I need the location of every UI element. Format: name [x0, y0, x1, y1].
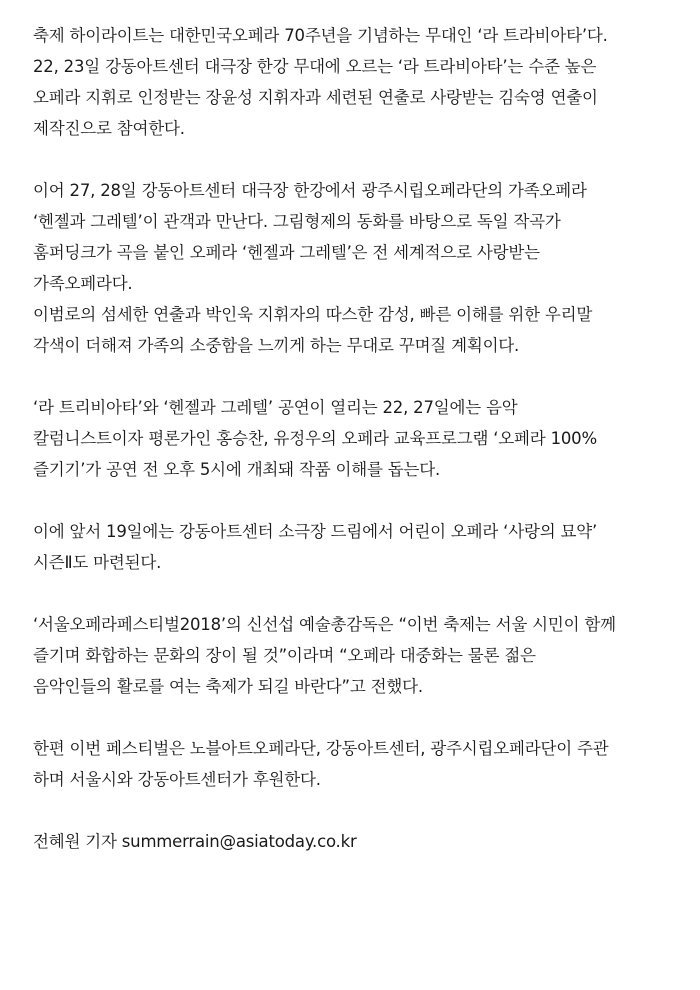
paragraph-children-opera	[33, 516, 683, 578]
paragraph-hansel-gretel	[33, 175, 683, 361]
text-line: 즐기며 화합하는 문화의 장이 될 것”이라며 “오페라 대중화는 물론 젊은	[33, 646, 536, 665]
paragraph-director-quote	[33, 609, 683, 702]
text-line: 22, 23일 강동아트센터 대극장 한강 무대에 오르는 ‘라 트라비아타’는 수준 높은	[33, 57, 597, 76]
text-line: 각색이 더해져 가족의 소중함을 느끼게 하는 무대로 꾸며질 계획이다.	[33, 336, 520, 355]
text-line: ‘라 트리비아타’와 ‘헨젤과 그레텔’ 공연이 열리는 22, 27일에는 음악	[33, 398, 518, 417]
text-line: 이어 27, 28일 강동아트센터 대극장 한강에서 광주시립오페라단의 가족오페라	[33, 181, 587, 200]
paragraph-gap	[33, 702, 683, 733]
paragraph-gap	[33, 144, 683, 175]
byline	[33, 826, 683, 857]
text-line: 하며 서울시와 강동아트센터가 후원한다.	[33, 770, 321, 789]
article-body	[33, 20, 683, 857]
paragraph-gap	[33, 361, 683, 392]
paragraph-gap	[33, 795, 683, 826]
text-line: 훔퍼딩크가 곡을 붙인 오페라 ‘헨젤과 그레텔’은 전 세계적으로 사랑받는	[33, 243, 540, 262]
text-line: 이에 앞서 19일에는 강동아트센터 소극장 드림에서 어린이 오페라 ‘사랑의 묘약’	[33, 522, 597, 541]
paragraph-gap	[33, 578, 683, 609]
text-line: 한편 이번 페스티벌은 노블아트오페라단, 강동아트센터, 광주시립오페라단이 주관	[33, 739, 609, 758]
text-line: 시즌Ⅱ도 마련된다.	[33, 553, 162, 572]
paragraph-organizers	[33, 733, 683, 795]
text-line: 음악인들의 활로를 여는 축제가 되길 바란다”고 전했다.	[33, 677, 423, 696]
text-line: ‘헨젤과 그레텔’이 관객과 만난다. 그림형제의 동화를 바탕으로 독일 작곡가	[33, 212, 561, 231]
paragraph-education-program	[33, 392, 683, 485]
text-line: 칼럼니스트이자 평론가인 홍승찬, 유정우의 오페라 교육프로그램 ‘오페라 100%	[33, 429, 597, 448]
text-line: 축제 하이라이트는 대한민국오페라 70주년을 기념하는 무대인 ‘라 트라비아타’다.	[33, 26, 608, 45]
text-line: 가족오페라다.	[33, 274, 133, 293]
text-line: 제작진으로 참여한다.	[33, 119, 185, 138]
text-line: 즐기기’가 공연 전 오후 5시에 개최돼 작품 이해를 돕는다.	[33, 460, 441, 479]
text-line: 오페라 지휘로 인정받는 장윤성 지휘자과 세련된 연출로 사랑받는 김숙영 연출이	[33, 88, 598, 107]
paragraph-gap	[33, 485, 683, 516]
text-line: ‘서울오페라페스티벌2018’의 신선섭 예술총감독은 “이번 축제는 서울 시민이 함께	[33, 615, 616, 634]
text-line: 이범로의 섬세한 연출과 박인욱 지휘자의 따스한 감성, 빠른 이해를 위한 우리말	[33, 305, 593, 324]
byline-text: 전혜원 기자 summerrain@asiatoday.co.kr	[33, 832, 357, 851]
paragraph-highlight	[33, 20, 683, 144]
